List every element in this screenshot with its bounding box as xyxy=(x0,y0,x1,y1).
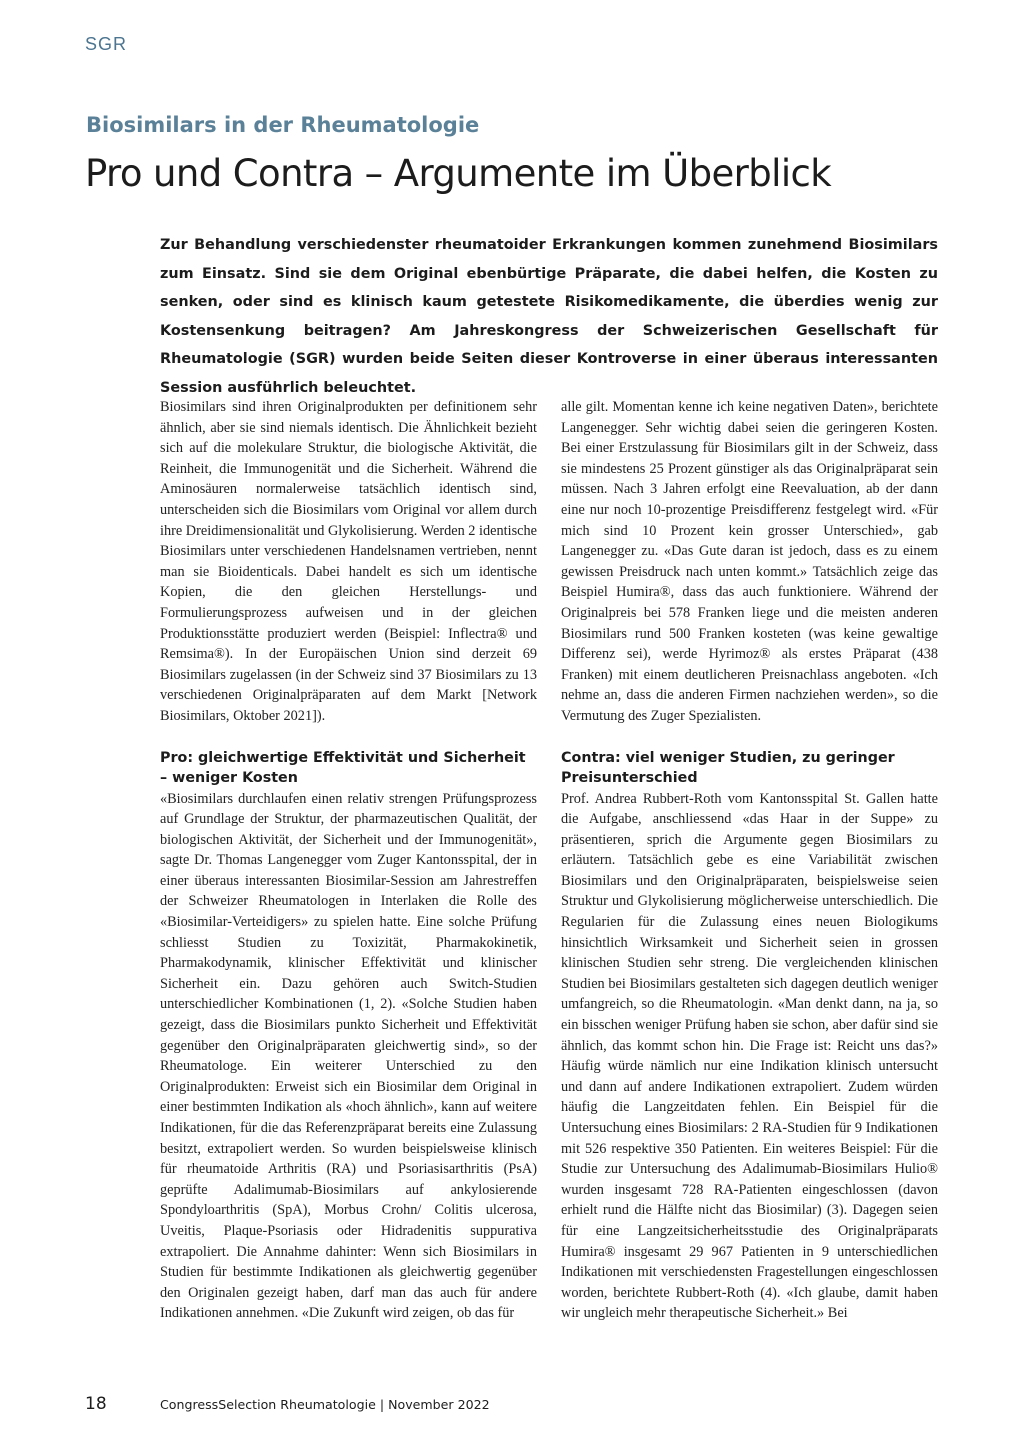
article-kicker: Biosimilars in der Rheumatologie xyxy=(86,113,480,137)
article-lead: Zur Behandlung verschiedenster rheumatoider Erkrankungen kommen zunehmend Biosimilars zum Einsatz. Sind sie dem Original ebenbürtige Präparate, die dabei helfen, die Kosten zu senken, oder sind es klinisch kaum getestete Risikomedikamente, die überdies wenig zur Kostensenkung beitragen? Am Jahreskongress der Schweizerischen Gesellschaft für Rheumatologie (SGR) wurden beide Seiten dieser Kontroverse in einer überaus interessanten Session ausführlich beleuchtet. xyxy=(160,237,938,396)
contra-heading: Contra: viel weniger Studien, zu geringer Preisunterschied xyxy=(561,749,895,786)
right-column xyxy=(561,397,938,1324)
section-tag: SGR xyxy=(85,34,128,54)
pro-paragraph-continued: alle gilt. Momentan kenne ich keine negativen Daten», berichtete Langenegger. Sehr wichtig dabei seien die geringeren Kosten. Bei einer Erstzulassung für Biosimilars gilt in der Schweiz, dass sie mindestens 25 Prozent günstiger als das Originalpräparat sein müssen. Nach 3 Jahren erfolgt eine Reevaluation, ab der dann eine nur noch 10-prozentige Preisdifferenz festgelegt wird. «Für mich sind 10 Prozent kein grosser Unterschied», gab Langenegger zu. «Das Gute daran ist jedoch, dass es zu einem gewissen Preisdruck nach unten kommt.» Tatsächlich zeige das Beispiel Humira®, dass das auch funktioniere. Während der Originalpreis bei 578 Franken liege und die meisten anderen Biosimilars rund 500 Franken kosteten (was keine gewaltige Differenz sei), werde Hyrimoz® als erstes Präparat (438 Franken) mit einem deutlicheren Preisnachlass angeboten. «Ich nehme an, dass die anderen Firmen nachziehen werden», so die Vermutung des Zuger Spezialisten. xyxy=(561,399,938,724)
page-number: 18 xyxy=(85,1394,107,1414)
pro-heading: Pro: gleichwertige Effektivität und Sicherheit – weniger Kosten xyxy=(160,749,526,786)
intro-paragraph: Biosimilars sind ihren Originalprodukten per definitionem sehr ähnlich, aber sie sind niemals identisch. Die Ähnlichkeit bezieht sich auf die molekulare Struktur, die biologische Aktivität, die Reinheit, die Immunogenität und die Sicherheit. Während die Aminosäuren normalerweise tatsächlich identisch sind, unterscheiden sich die Biosimilars vom Original vor allem durch ihre Dreidimensionalität und Glykolisierung. Werden 2 identische Biosimilars unter verschiedenen Handelsnamen vertrieben, nennt man sie Bioidenticals. Dabei handelt es sich um identische Kopien, die den gleichen Herstellungs- und Formulierungsprozess aufweisen und in der gleichen Produktionsstätte produziert werden (Beispiel: Inflectra® und Remsima®). In der Europäischen Union sind derzeit 69 Biosimilars zugelassen (in der Schweiz sind 37 Biosimilars zu 13 verschiedenen Originalpräparaten auf dem Markt [Network Biosimilars, Oktober 2021]). xyxy=(160,399,537,724)
pro-paragraph: «Biosimilars durchlaufen einen relativ strengen Prüfungsprozess auf Grundlage der Struktur, der pharmazeutischen Qualität, der biologischen Aktivität, der Sicherheit und der Immunogenität», sagte Dr. Thomas Langenegger vom Zuger Kantonsspital, der in einer überaus interessanten Biosimilar-Session am Jahrestreffen der Schweizer Rheumatologen in Interlaken die Rolle des «Biosimilar-Verteidigers» zu spielen hatte. Eine solche Prüfung schliesst Studien zu Toxizität, Pharmakokinetik, Pharmakodynamik, klinischer Effektivität und klinischer Sicherheit ein. Dazu gehören auch Switch-Studien unterschiedlicher Kombinationen (1, 2). «Solche Studien haben gezeigt, dass die Biosimilars punkto Sicherheit und Effektivität gegenüber den Originalpräparaten gleichwertig sind», so der Rheumatologe. Ein weiterer Unterschied zu den Originalprodukten: Erweist sich ein Biosimilar dem Original in einer bestimmten Indikation als «hoch ähnlich», kann auf weitere Indikationen, für die das Referenzpräparat bereits eine Zulassung besitzt, extrapoliert werden. So wurden beispielsweise klinisch für rheumatoide Arthritis (RA) und Psoriasisarthritis (PsA) geprüfte Adalimumab-Biosimilars auf ankylosierende Spondyloarthritis (SpA), Morbus Crohn/ Colitis ulcerosa, Uveitis, Plaque-Psoriasis oder Hidradenitis suppurativa extrapoliert. Die Annahme dahinter: Wenn sich Biosimilars in Studien für bestimmte Indikationen als gleichwertig gegenüber den Originalen gezeigt haben, darf man das auch für andere Indikationen annehmen. «Die Zukunft wird zeigen, ob das für xyxy=(160,790,537,1322)
footer-publication: CongressSelection Rheumatologie | November 2022 xyxy=(160,1397,490,1412)
left-column xyxy=(160,397,537,1324)
article-title: Pro und Contra – Argumente im Überblick xyxy=(85,152,832,195)
contra-paragraph: Prof. Andrea Rubbert-Roth vom Kantonsspital St. Gallen hatte die Aufgabe, anschliessend «das Haar in der Suppe» zu präsentieren, sprich die Argumente gegen Biosimilars zu erläutern. Tatsächlich gebe es eine Variabilität zwischen Biosimilars und den Originalpräparaten, beispielsweise seien Struktur und Glykolisierung möglicherweise unterschiedlich. Die Regularien für die Zulassung eines neuen Biologikums hinsichtlich Wirksamkeit und Sicherheit seien in grossen klinischen Studien sehr streng. Die vergleichenden klinischen Studien bei Biosimilars gestalteten sich dagegen deutlich weniger umfangreich, so die Rheumatologin. «Man denkt dann, na ja, so ein bisschen weniger Prüfung haben sie schon, aber dafür sind sie ähnlich, das kommt schon hin. Die Frage ist: Reicht uns das?» Häufig würde nämlich nur eine Indikation klinisch untersucht und dann auf andere Indikationen extrapoliert. Zudem würden häufig die Langzeitdaten fehlen. Ein Beispiel für die Untersuchung eines Biosimilars: 2 RA-Studien für 9 Indikationen mit 526 respektive 350 Patienten. Ein weiteres Beispiel: Für die Studie zur Untersuchung des Adalimumab-Biosimilars Hulio® wurden insgesamt 728 RA-Patienten eingeschlossen (davon erhielt rund die Hälfte nicht das Biosimilar) (3). Dagegen seien für eine Langzeitsicherheitsstudie des Originalpräparats Humira® insgesamt 29 967 Patienten in 9 unterschiedlichen Indikationen mit verschiedensten Fragestellungen eingeschlossen worden, berichtete Rubbert-Roth (4). «Ich glaube, damit haben wir ungleich mehr therapeutische Sicherheit.» Bei xyxy=(561,790,938,1322)
